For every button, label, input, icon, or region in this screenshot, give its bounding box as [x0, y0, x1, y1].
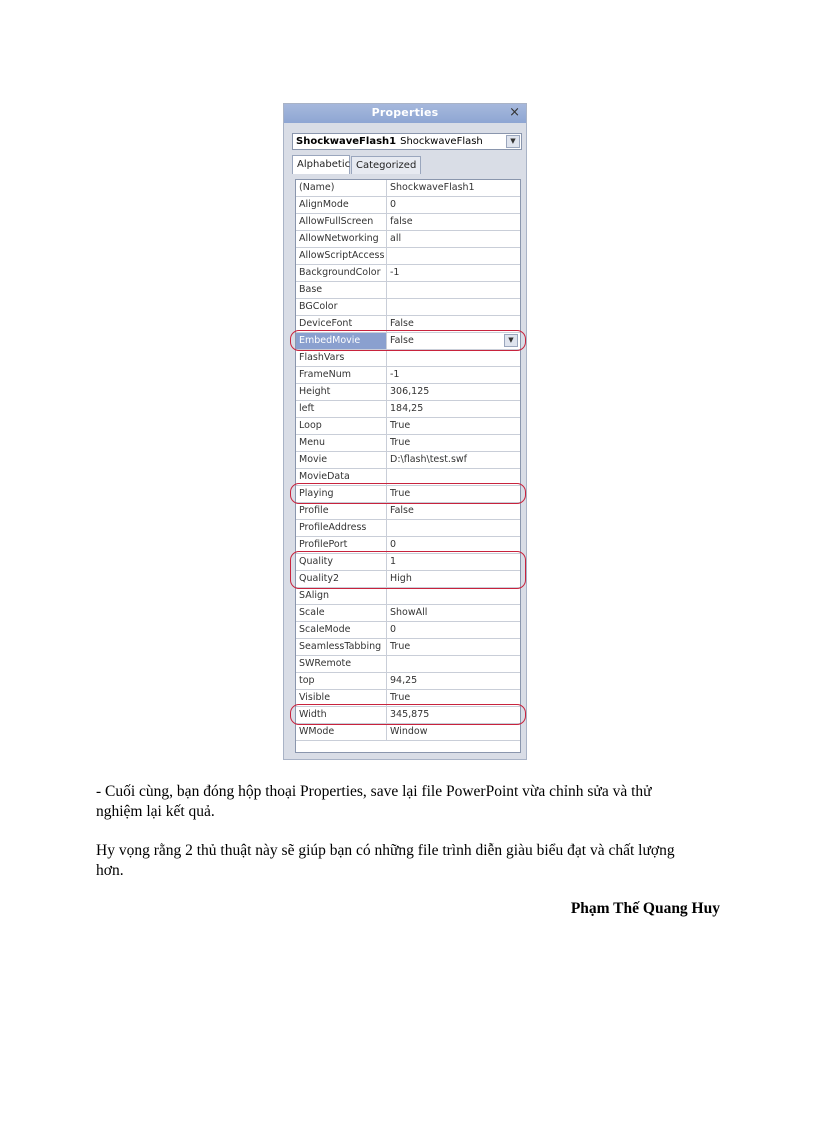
property-value[interactable] — [387, 656, 520, 672]
property-name: Loop — [296, 418, 387, 434]
property-value[interactable]: ShockwaveFlash1 — [390, 182, 475, 193]
property-value[interactable] — [387, 282, 520, 298]
property-name: Scale — [296, 605, 387, 621]
property-name: left — [296, 401, 387, 417]
property-row[interactable] — [296, 707, 520, 724]
property-row[interactable] — [296, 554, 520, 571]
chevron-down-icon[interactable]: ▼ — [504, 334, 518, 347]
property-name: AllowNetworking — [296, 231, 387, 247]
property-row[interactable] — [296, 231, 520, 248]
property-name: EmbedMovie — [296, 333, 387, 349]
property-value[interactable]: 1 — [390, 556, 397, 567]
chevron-down-icon[interactable]: ▼ — [506, 135, 520, 148]
property-row[interactable] — [296, 333, 520, 350]
property-row[interactable] — [296, 452, 520, 469]
property-name: Base — [296, 282, 387, 298]
property-row[interactable] — [296, 622, 520, 639]
property-row[interactable] — [296, 401, 520, 418]
property-value[interactable] — [387, 350, 520, 366]
property-value[interactable] — [387, 469, 520, 485]
property-row[interactable] — [296, 180, 520, 197]
property-name: top — [296, 673, 387, 689]
property-name: SWRemote — [296, 656, 387, 672]
property-name: SeamlessTabbing — [296, 639, 387, 655]
property-value[interactable]: False — [390, 505, 414, 516]
property-name: WMode — [296, 724, 387, 740]
property-value[interactable]: True — [390, 641, 411, 652]
property-grid — [295, 179, 521, 753]
property-name: Quality2 — [296, 571, 387, 587]
property-name: Movie — [296, 452, 387, 468]
property-value[interactable]: 345,875 — [390, 709, 430, 720]
property-name: Quality — [296, 554, 387, 570]
property-row[interactable] — [296, 418, 520, 435]
property-value[interactable]: 94,25 — [390, 675, 418, 686]
property-name: ProfileAddress — [296, 520, 387, 536]
property-row[interactable] — [296, 197, 520, 214]
property-row[interactable] — [296, 214, 520, 231]
property-row[interactable] — [296, 639, 520, 656]
object-type: ShockwaveFlash — [400, 136, 483, 147]
property-name: Playing — [296, 486, 387, 502]
property-row[interactable] — [296, 673, 520, 690]
property-value[interactable]: -1 — [390, 369, 400, 380]
property-value[interactable]: True — [390, 488, 411, 499]
property-row[interactable] — [296, 282, 520, 299]
property-value[interactable]: ShowAll — [390, 607, 428, 618]
property-value[interactable]: 184,25 — [390, 403, 424, 414]
property-name: Height — [296, 384, 387, 400]
property-value[interactable]: 0 — [390, 624, 397, 635]
property-row[interactable] — [296, 605, 520, 622]
property-value[interactable]: True — [390, 420, 411, 431]
property-name: Visible — [296, 690, 387, 706]
tab-alphabetic[interactable]: Alphabetic — [292, 155, 350, 174]
author-signature: Phạm Thế Quang Huy — [570, 900, 720, 917]
property-value[interactable]: 0 — [390, 539, 397, 550]
closing-instruction-paragraph: - Cuối cùng, bạn đóng hộp thoại Properties, save lại file PowerPoint vừa chỉnh sửa và thử nghiệm lại kết quả. — [96, 783, 652, 820]
property-row[interactable] — [296, 537, 520, 554]
property-value[interactable]: 0 — [390, 199, 397, 210]
property-value[interactable]: all — [390, 233, 402, 244]
property-name: AllowScriptAccess — [296, 248, 387, 264]
property-row[interactable] — [296, 503, 520, 520]
property-value[interactable] — [387, 588, 520, 604]
property-value[interactable]: False — [390, 318, 414, 329]
property-value[interactable]: Window — [390, 726, 428, 737]
property-row[interactable] — [296, 486, 520, 503]
properties-titlebar[interactable] — [284, 104, 526, 123]
property-row[interactable] — [296, 248, 520, 265]
property-value[interactable]: 306,125 — [390, 386, 430, 397]
property-row[interactable] — [296, 520, 520, 537]
tab-categorized[interactable]: Categorized — [351, 156, 421, 174]
property-value[interactable]: False — [390, 335, 414, 346]
property-value[interactable]: false — [390, 216, 413, 227]
properties-window — [283, 103, 527, 760]
property-row[interactable] — [296, 299, 520, 316]
property-name: SAlign — [296, 588, 387, 604]
properties-title: Properties — [371, 106, 439, 119]
object-name: ShockwaveFlash1 — [296, 136, 397, 147]
property-row[interactable] — [296, 724, 520, 741]
property-row[interactable] — [296, 435, 520, 452]
property-row[interactable] — [296, 367, 520, 384]
property-name: Menu — [296, 435, 387, 451]
property-name: ScaleMode — [296, 622, 387, 638]
property-value[interactable]: High — [390, 573, 412, 584]
property-row[interactable] — [296, 384, 520, 401]
property-name: BGColor — [296, 299, 387, 315]
property-row[interactable] — [296, 690, 520, 707]
property-value[interactable]: -1 — [390, 267, 400, 278]
property-name: AllowFullScreen — [296, 214, 387, 230]
property-name: (Name) — [296, 180, 387, 196]
property-value[interactable] — [387, 248, 520, 264]
property-name: BackgroundColor — [296, 265, 387, 281]
property-value[interactable]: True — [390, 437, 411, 448]
property-row[interactable] — [296, 656, 520, 673]
object-select[interactable] — [292, 133, 522, 150]
property-row[interactable] — [296, 571, 520, 588]
property-row[interactable] — [296, 469, 520, 486]
property-name: AlignMode — [296, 197, 387, 213]
property-value[interactable] — [387, 299, 520, 315]
property-name: Profile — [296, 503, 387, 519]
property-value[interactable]: True — [390, 692, 411, 703]
property-row[interactable] — [296, 316, 520, 333]
property-name: ProfilePort — [296, 537, 387, 553]
property-name: MovieData — [296, 469, 387, 485]
close-icon[interactable]: × — [509, 105, 520, 120]
property-name: FrameNum — [296, 367, 387, 383]
property-row[interactable] — [296, 350, 520, 367]
property-value[interactable]: D:\flash\test.swf — [390, 454, 468, 465]
property-value[interactable] — [387, 520, 520, 536]
property-name: Width — [296, 707, 387, 723]
property-name: DeviceFont — [296, 316, 387, 332]
property-row[interactable] — [296, 588, 520, 605]
property-row[interactable] — [296, 265, 520, 282]
property-name: FlashVars — [296, 350, 387, 366]
conclusion-paragraph: Hy vọng rằng 2 thủ thuật này sẽ giúp bạn có những file trình diễn giàu biểu đạt và chất lượng hơn. — [96, 842, 675, 879]
